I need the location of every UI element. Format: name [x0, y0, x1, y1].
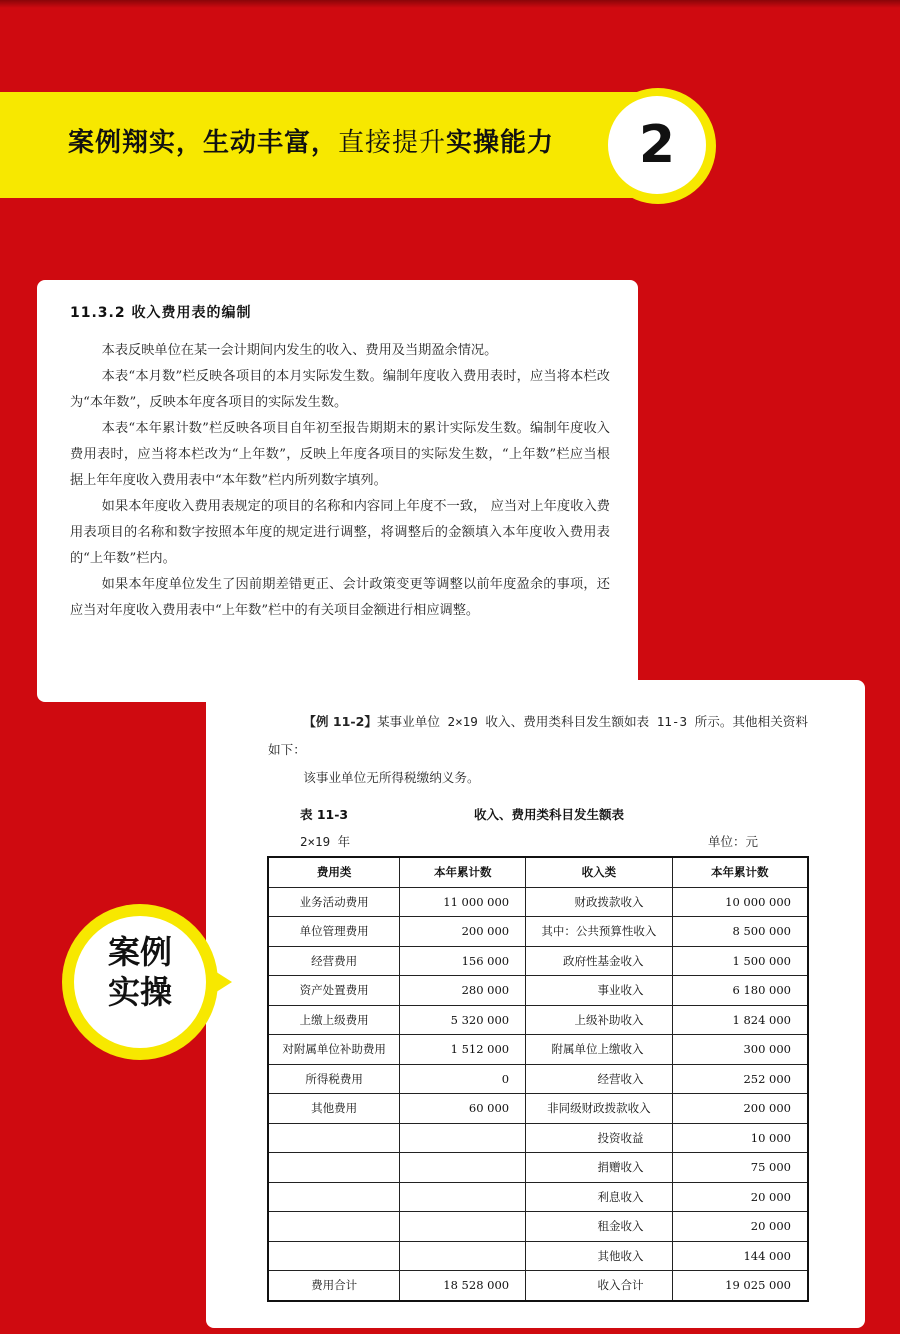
expense-item: 所得税费用 [268, 1064, 400, 1094]
expense-item [268, 1123, 400, 1153]
table-row [268, 1064, 808, 1094]
expense-amount: 11 000 000 [400, 887, 526, 917]
paragraph: 如果本年度收入费用表规定的项目的名称和内容同上年度不一致， 应当对上年度收入费用表项目的名称和数字按照本年度的规定进行调整，将调整后的金额填入本年度收入费用表的“上年数”栏内。 [70, 499, 610, 566]
table-unit: 单位：元 [708, 834, 759, 849]
expense-amount [400, 1212, 526, 1242]
income-amount: 20 000 [672, 1182, 808, 1212]
income-amount: 200 000 [672, 1094, 808, 1124]
income-item: 政府性基金收入 [526, 946, 672, 976]
expense-amount: 60 000 [400, 1094, 526, 1124]
table-row [268, 1123, 808, 1153]
expense-item: 对附属单位补助费用 [268, 1035, 400, 1065]
example-note: 该事业单位无所得税缴纳义务。 [303, 770, 480, 785]
income-amount: 8 500 000 [672, 917, 808, 947]
expense-amount [400, 1153, 526, 1183]
example-intro: 某事业单位 2×19 收入、费用类科目发生额如表 11-3 所示。其他相关资料如下： [268, 714, 808, 757]
income-amount: 1 824 000 [672, 1005, 808, 1035]
expense-amount: 1 512 000 [400, 1035, 526, 1065]
table-row [268, 1005, 808, 1035]
table-row [268, 1182, 808, 1212]
header-expense-amount: 本年累计数 [400, 857, 526, 887]
expense-item [268, 1241, 400, 1271]
case-badge-line: 实操 [107, 973, 172, 1011]
paragraph: 如果本年度单位发生了因前期差错更正、会计政策变更等调整以前年度盈余的事项，还应当对年度收入费用表中“上年数”栏中的有关项目金额进行相应调整。 [70, 577, 610, 618]
income-item: 财政拨款收入 [526, 887, 672, 917]
income-total-label: 收入合计 [526, 1271, 672, 1301]
expense-amount: 0 [400, 1064, 526, 1094]
expense-item [268, 1153, 400, 1183]
expense-item: 经营费用 [268, 946, 400, 976]
table-number: 表 11-3 [300, 807, 349, 822]
section-title: 11.3.2 收入费用表的编制 [70, 305, 252, 321]
paragraph: 本表“本月数”栏反映各项目的本月实际发生数。编制年度收入费用表时，应当将本栏改为“本年数”，反映本年度各项目的实际发生数。 [70, 369, 610, 410]
table-header-row [268, 857, 808, 887]
income-amount: 20 000 [672, 1212, 808, 1242]
table-row [268, 946, 808, 976]
income-total: 19 025 000 [672, 1271, 808, 1301]
table-row [268, 976, 808, 1006]
income-amount: 10 000 000 [672, 887, 808, 917]
example-text [268, 708, 808, 792]
table-total-row [268, 1271, 808, 1301]
income-amount: 300 000 [672, 1035, 808, 1065]
expense-item: 资产处置费用 [268, 976, 400, 1006]
section-body [70, 338, 610, 624]
header-income-type: 收入类 [526, 857, 672, 887]
expense-item: 其他费用 [268, 1094, 400, 1124]
income-item: 投资收益 [526, 1123, 672, 1153]
banner-title: 案例翔实，生动丰富，直接提升实操能力 [68, 128, 555, 158]
income-amount: 75 000 [672, 1153, 808, 1183]
income-item: 上级补助收入 [526, 1005, 672, 1035]
case-badge-pointer [210, 968, 232, 996]
table-title: 收入、费用类科目发生额表 [474, 807, 625, 822]
table-row [268, 1212, 808, 1242]
expense-item: 业务活动费用 [268, 887, 400, 917]
example-tag: 【例 11-2】 [303, 714, 377, 729]
income-item: 租金收入 [526, 1212, 672, 1242]
expense-item: 上缴上级费用 [268, 1005, 400, 1035]
table-row [268, 1153, 808, 1183]
income-item: 其他收入 [526, 1241, 672, 1271]
expense-amount: 5 320 000 [400, 1005, 526, 1035]
expense-amount: 280 000 [400, 976, 526, 1006]
table-row [268, 1241, 808, 1271]
income-item: 事业收入 [526, 976, 672, 1006]
income-amount: 6 180 000 [672, 976, 808, 1006]
expense-amount [400, 1123, 526, 1153]
case-badge-label [74, 932, 206, 1012]
expense-total: 18 528 000 [400, 1271, 526, 1301]
income-amount: 252 000 [672, 1064, 808, 1094]
paragraph: 本表“本年累计数”栏反映各项目自年初至报告期期末的累计实际发生数。编制年度收入费用表时，应当将本栏改为“上年数”，反映上年度各项目的实际发生数，“上年数”栏应当根据上年年度收入费用表中“本年数”栏内所列数字填列。 [70, 421, 610, 488]
table-row [268, 1094, 808, 1124]
case-badge-line: 案例 [107, 933, 172, 971]
feature-number: 2 [608, 96, 706, 194]
expense-amount [400, 1182, 526, 1212]
income-item: 经营收入 [526, 1064, 672, 1094]
income-expense-table [267, 856, 809, 1302]
paragraph: 本表反映单位在某一会计期间内发生的收入、费用及当期盈余情况。 [101, 343, 498, 358]
income-amount: 1 500 000 [672, 946, 808, 976]
income-item: 其中：公共预算性收入 [526, 917, 672, 947]
table-row [268, 1035, 808, 1065]
income-item: 附属单位上缴收入 [526, 1035, 672, 1065]
income-amount: 144 000 [672, 1241, 808, 1271]
expense-amount: 200 000 [400, 917, 526, 947]
expense-total-label: 费用合计 [268, 1271, 400, 1301]
header-income-amount: 本年累计数 [672, 857, 808, 887]
table-row [268, 887, 808, 917]
income-item: 捐赠收入 [526, 1153, 672, 1183]
expense-amount [400, 1241, 526, 1271]
top-shadow [0, 0, 900, 8]
expense-amount: 156 000 [400, 946, 526, 976]
income-amount: 10 000 [672, 1123, 808, 1153]
expense-item: 单位管理费用 [268, 917, 400, 947]
table-year: 2×19 年 [300, 834, 351, 849]
table-row [268, 917, 808, 947]
header-expense-type: 费用类 [268, 857, 400, 887]
income-item: 利息收入 [526, 1182, 672, 1212]
income-item: 非同级财政拨款收入 [526, 1094, 672, 1124]
expense-item [268, 1212, 400, 1242]
expense-item [268, 1182, 400, 1212]
